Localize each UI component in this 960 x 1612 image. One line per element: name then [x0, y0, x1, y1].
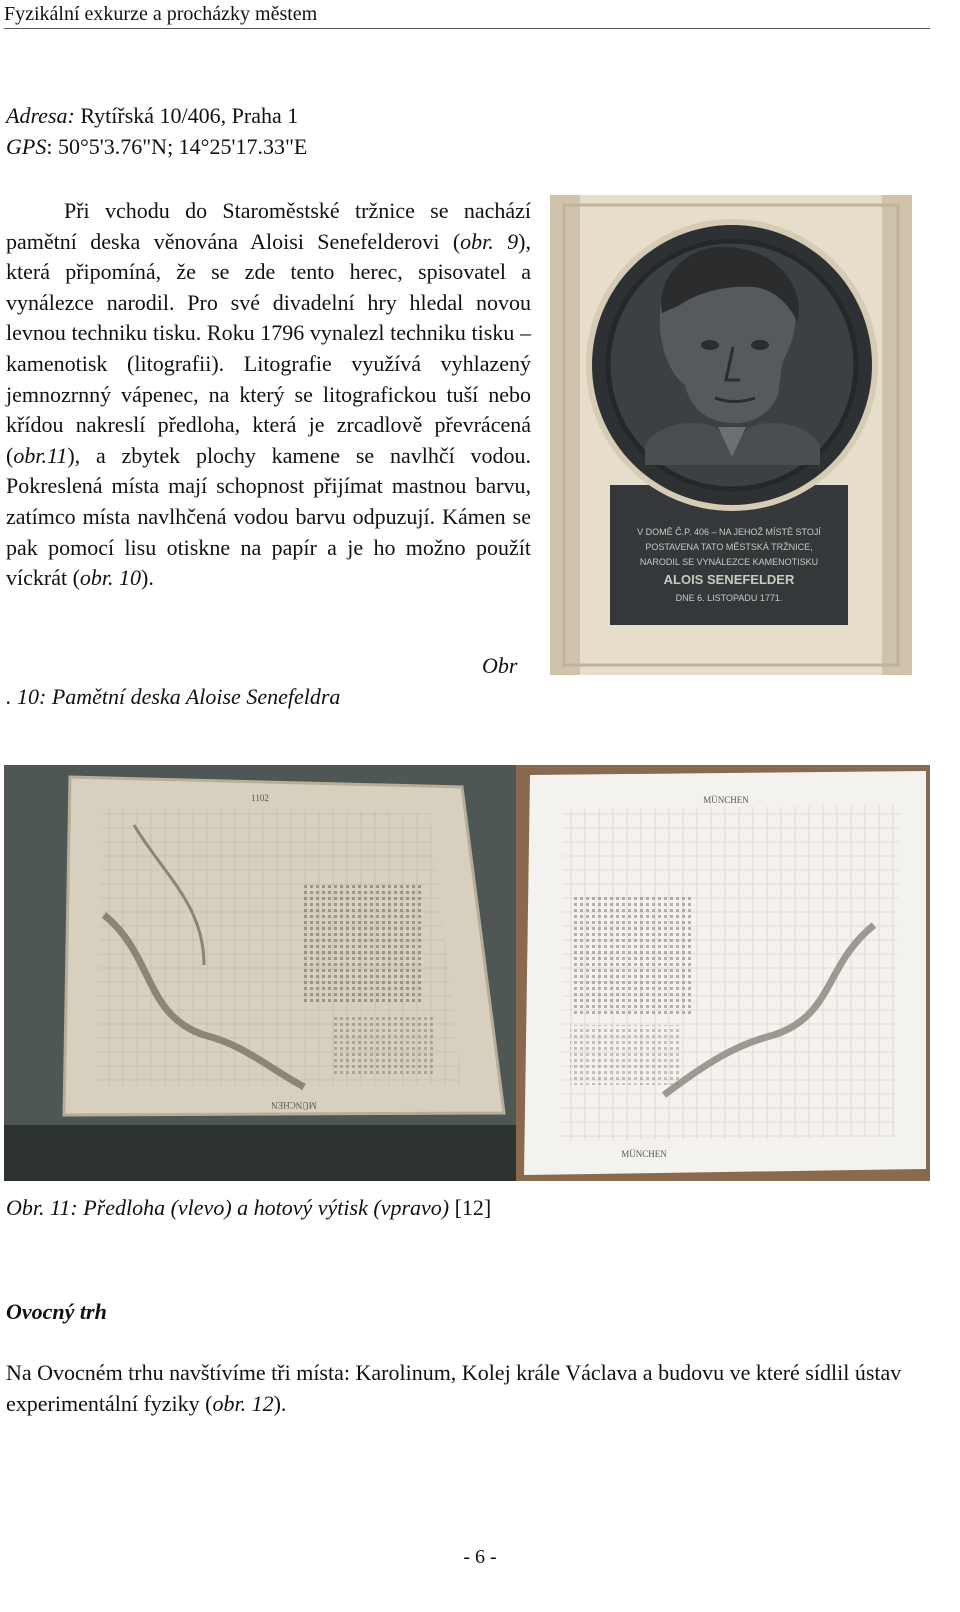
paragraph-ovocny-trh	[6, 1358, 916, 1419]
litho-map-title: 1102	[251, 793, 269, 803]
figure-reference: obr. 9	[460, 228, 519, 254]
page-number: - 6 -	[463, 1546, 497, 1568]
plaque-text-line: NARODIL SE VYNÁLEZCE KAMENOTISKU	[639, 557, 819, 567]
header-title: Fyzikální exkurze a procházky městem	[4, 3, 318, 25]
plaque-text-line: POSTAVENA TATO MĚSTSKÁ TRŽNICE,	[645, 542, 813, 552]
litho-map-bottom-label: MÜNCHEN	[271, 1100, 317, 1110]
section-heading: Ovocný trh	[6, 1299, 107, 1324]
print-map-title: MÜNCHEN	[703, 795, 749, 805]
print-map-bottom-label: MÜNCHEN	[621, 1149, 667, 1159]
paragraph-text: Při vchodu do Staroměstské tržnice se nachází pamětní deska věnována Aloisi Senefelderovi (	[6, 198, 531, 254]
figure11-caption	[6, 1195, 491, 1221]
address-label: Adresa:	[6, 103, 75, 128]
figure-reference: obr.11	[13, 442, 68, 468]
paragraph-text: ).	[273, 1390, 287, 1416]
paragraph-text: ).	[141, 565, 154, 591]
gps-value: : 50°5'3.76"N; 14°25'17.33"E	[46, 134, 308, 159]
senefelder-plaque-photo	[550, 195, 912, 675]
address-line	[6, 103, 298, 129]
plaque-text-line: DNE 6. LISTOPADU 1771.	[675, 593, 783, 603]
plaque-text-line: V DOMĚ Č.P. 406 – NA JEHOŽ MÍSTĚ STOJÍ	[637, 527, 821, 537]
figure10-caption-part2: . 10: Pamětní deska Aloise Senefeldra	[6, 684, 341, 709]
paragraph-lithography	[6, 196, 531, 594]
gps-line	[6, 134, 307, 160]
figure-reference: obr. 10	[79, 565, 142, 591]
address-value: Rytířská 10/406, Praha 1	[74, 103, 299, 128]
figure11-citation: [12]	[449, 1195, 492, 1220]
figure10-caption-part1: Obr	[482, 653, 518, 678]
paragraph-text: ), a zbytek plochy kamene se navlhčí vodou. Pokreslená místa mají schopnost přijímat mastnou barvu, zatímco místa navlhčená vodou barvu odpuzují. Kámen se pak pomocí lisu otiskne na papír a je ho možno použít víckrát (	[6, 442, 531, 591]
gps-label: GPS	[6, 134, 47, 159]
running-header	[4, 0, 930, 29]
figure11-caption-text: Obr. 11: Předloha (vlevo) a hotový výtisk (vpravo)	[6, 1195, 450, 1220]
plaque-text-line: ALOIS SENEFELDER	[663, 572, 795, 587]
figure-reference: obr. 12	[212, 1390, 274, 1416]
lithography-stone-and-print-photo	[4, 765, 930, 1181]
paragraph-text: ), která připomíná, že se zde tento herec, spisovatel a vynálezce narodil. Pro své divadelní hry hledal novou levnou techniku tisku. Roku 1796 vynalezl techniku tisku – kamenotisk (litografii). Litografie využívá vyhlazený jemnozrnný vápenec, na který se litografickou tuší nebo křídou nakreslí předloha, která je zrcadlově převrácená (	[6, 228, 531, 468]
paragraph-text: Na Ovocném trhu navštívíme tři místa: Karolinum, Kolej krále Václava a budovu ve které sídlil ústav experimentální fyziky (	[6, 1360, 902, 1416]
